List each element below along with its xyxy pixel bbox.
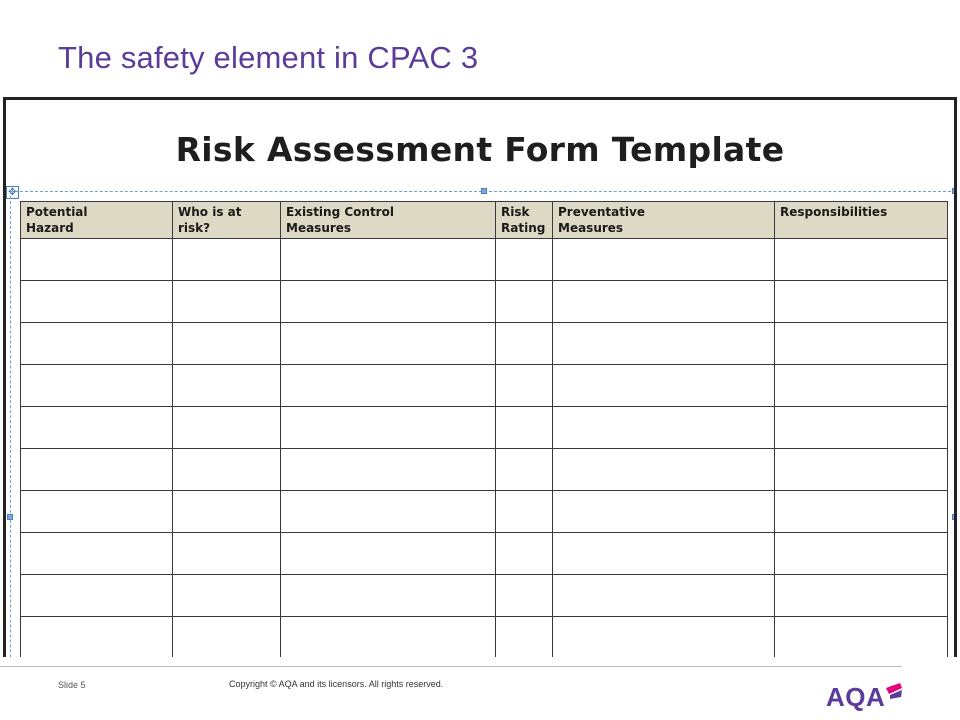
table-cell bbox=[281, 323, 496, 365]
table-cell bbox=[496, 491, 553, 533]
table-cell bbox=[281, 533, 496, 575]
table-cell bbox=[173, 323, 281, 365]
table-cell bbox=[173, 281, 281, 323]
table-cell bbox=[496, 617, 553, 658]
table-cell bbox=[281, 449, 496, 491]
table-cell bbox=[281, 617, 496, 658]
table-cell bbox=[173, 617, 281, 658]
table-row bbox=[21, 449, 948, 491]
table-cell bbox=[553, 449, 775, 491]
table-cell bbox=[173, 365, 281, 407]
table-row bbox=[21, 407, 948, 449]
table-cell bbox=[496, 281, 553, 323]
form-heading: Risk Assessment Form Template bbox=[175, 130, 785, 169]
table-row bbox=[21, 491, 948, 533]
table-header-row bbox=[21, 202, 948, 239]
table-cell bbox=[173, 239, 281, 281]
table-cell bbox=[553, 365, 775, 407]
table-cell bbox=[775, 365, 948, 407]
table-cell bbox=[281, 281, 496, 323]
embedded-form-image[interactable] bbox=[3, 97, 957, 657]
table-row bbox=[21, 575, 948, 617]
slide-title: The safety element in CPAC 3 bbox=[58, 40, 479, 75]
table-cell bbox=[775, 575, 948, 617]
table-cell bbox=[281, 365, 496, 407]
resize-handle-left[interactable] bbox=[7, 514, 13, 520]
table-cell bbox=[775, 281, 948, 323]
move-icon[interactable]: ✥ bbox=[6, 186, 19, 199]
table-cell bbox=[553, 323, 775, 365]
table-cell bbox=[173, 491, 281, 533]
table-cell bbox=[21, 323, 173, 365]
table-cell bbox=[775, 407, 948, 449]
table-cell bbox=[775, 491, 948, 533]
slide-number: Slide 5 bbox=[58, 680, 86, 690]
aqa-logo-mark-icon bbox=[884, 682, 904, 700]
table-cell bbox=[281, 407, 496, 449]
table-row bbox=[21, 365, 948, 407]
table-row bbox=[21, 323, 948, 365]
resize-handle-top[interactable] bbox=[481, 188, 487, 194]
table-row bbox=[21, 239, 948, 281]
table-cell bbox=[553, 239, 775, 281]
table-cell bbox=[496, 365, 553, 407]
table-row bbox=[21, 617, 948, 658]
table-body bbox=[21, 239, 948, 658]
table-cell bbox=[496, 575, 553, 617]
table-cell bbox=[553, 491, 775, 533]
table-cell bbox=[173, 533, 281, 575]
table-cell bbox=[21, 281, 173, 323]
table-cell bbox=[775, 323, 948, 365]
table-cell bbox=[496, 533, 553, 575]
table-cell bbox=[553, 617, 775, 658]
table-cell bbox=[281, 575, 496, 617]
table-cell bbox=[21, 365, 173, 407]
resize-handle-right[interactable] bbox=[952, 514, 957, 520]
table-cell bbox=[496, 449, 553, 491]
table-cell bbox=[553, 533, 775, 575]
column-header-risk-rating: Risk Rating bbox=[496, 202, 553, 239]
table-cell bbox=[281, 239, 496, 281]
table-cell bbox=[553, 575, 775, 617]
footer-divider bbox=[0, 666, 902, 667]
table-row bbox=[21, 281, 948, 323]
column-header-preventative-measures: Preventative Measures bbox=[553, 202, 775, 239]
table-cell bbox=[21, 575, 173, 617]
table-cell bbox=[553, 407, 775, 449]
column-header-who-is-at-risk: Who is at risk? bbox=[173, 202, 281, 239]
column-header-existing-control-measures: Existing Control Measures bbox=[281, 202, 496, 239]
table-cell bbox=[281, 491, 496, 533]
table-cell bbox=[21, 239, 173, 281]
table-cell bbox=[173, 575, 281, 617]
risk-assessment-table bbox=[20, 201, 948, 657]
table-cell bbox=[775, 239, 948, 281]
table-cell bbox=[553, 281, 775, 323]
table-cell bbox=[775, 449, 948, 491]
aqa-logo: AQA bbox=[826, 682, 886, 712]
table-cell bbox=[173, 449, 281, 491]
table-cell bbox=[173, 407, 281, 449]
table-cell bbox=[21, 449, 173, 491]
column-header-potential-hazard: Potential Hazard bbox=[21, 202, 173, 239]
table-cell bbox=[496, 407, 553, 449]
table-cell bbox=[21, 407, 173, 449]
column-header-responsibilities: Responsibilities bbox=[775, 202, 948, 239]
table-cell bbox=[496, 239, 553, 281]
table-cell bbox=[21, 491, 173, 533]
table-row bbox=[21, 533, 948, 575]
table-cell bbox=[496, 323, 553, 365]
table-cell bbox=[21, 617, 173, 658]
table-cell bbox=[775, 533, 948, 575]
table-cell bbox=[21, 533, 173, 575]
resize-handle-top-right[interactable] bbox=[952, 188, 957, 194]
copyright-notice: Copyright © AQA and its licensors. All rights reserved. bbox=[229, 679, 444, 689]
table-cell bbox=[775, 617, 948, 658]
